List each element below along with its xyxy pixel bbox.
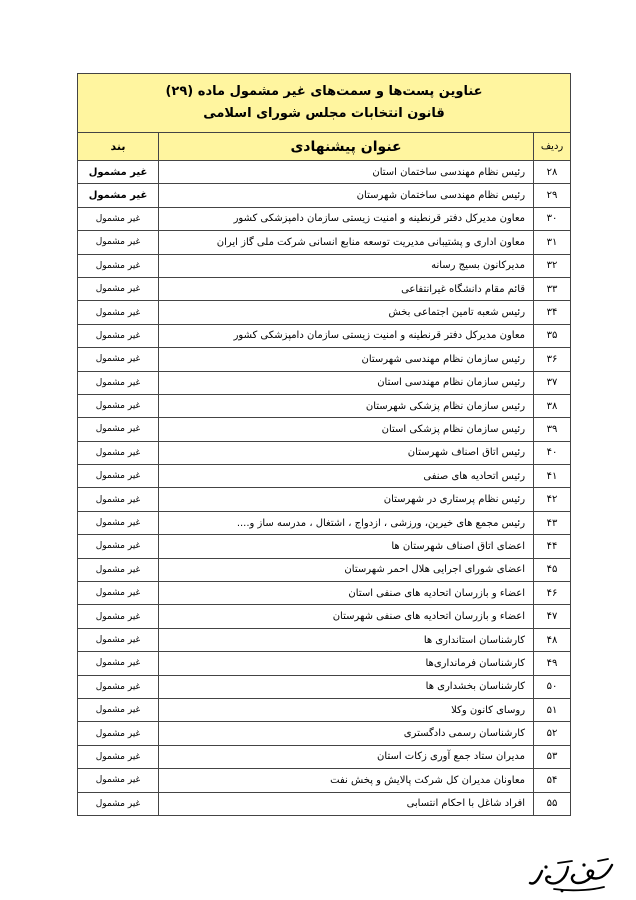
- row-title: رئیس سازمان نظام پزشکی شهرستان: [159, 394, 534, 417]
- row-number: ۵۲: [534, 722, 571, 745]
- table-row: [78, 301, 571, 324]
- row-title: رئیس نظام پرستاری در شهرستان: [159, 488, 534, 511]
- row-title: رئیس سازمان نظام پزشکی استان: [159, 418, 534, 441]
- row-status: غیر مشمول: [78, 394, 159, 417]
- table-row: [78, 582, 571, 605]
- row-status: غیر مشمول: [78, 254, 159, 277]
- row-status: غیر مشمول: [78, 675, 159, 698]
- row-number: ۲۹: [534, 184, 571, 207]
- title-line-1: عناوین پست‌ها و سمت‌های غیر مشمول ماده (۲۹): [165, 84, 483, 99]
- row-title: معاونان مدیران کل شرکت پالایش و پخش نفت: [159, 769, 534, 792]
- row-number: ۴۷: [534, 605, 571, 628]
- row-number: ۵۱: [534, 698, 571, 721]
- row-title: کارشناسان استانداری ها: [159, 628, 534, 651]
- row-number: ۴۱: [534, 465, 571, 488]
- row-number: ۵۵: [534, 792, 571, 815]
- table-row: [78, 277, 571, 300]
- row-number: ۴۸: [534, 628, 571, 651]
- row-status: غیر مشمول: [78, 231, 159, 254]
- table-row: [78, 441, 571, 464]
- table-row: [78, 558, 571, 581]
- table-row: [78, 371, 571, 394]
- row-status: غیر مشمول: [78, 348, 159, 371]
- row-number: ۳۵: [534, 324, 571, 347]
- row-status: غیر مشمول: [78, 301, 159, 324]
- table-row: [78, 254, 571, 277]
- row-title: کارشناسان فرمانداری‌ها: [159, 652, 534, 675]
- row-status: غیر مشمول: [78, 324, 159, 347]
- row-status: غیر مشمول: [78, 511, 159, 534]
- row-status: غیر مشمول: [78, 722, 159, 745]
- row-number: ۲۸: [534, 161, 571, 184]
- row-number: ۴۴: [534, 535, 571, 558]
- column-header-title: عنوان پیشنهادی: [159, 133, 534, 161]
- row-number: ۳۱: [534, 231, 571, 254]
- row-title: رئیس نظام مهندسی ساختمان استان: [159, 161, 534, 184]
- row-number: ۳۶: [534, 348, 571, 371]
- row-status: غیر مشمول: [78, 535, 159, 558]
- row-status: غیر مشمول: [78, 488, 159, 511]
- column-header-band: بند: [78, 133, 159, 161]
- row-status: غیر مشمول: [78, 792, 159, 815]
- row-number: ۵۳: [534, 745, 571, 768]
- row-title: کارشناسان بخشداری ها: [159, 675, 534, 698]
- row-title: اعضاء و بازرسان اتحادیه های صنفی شهرستان: [159, 605, 534, 628]
- table-row: [78, 207, 571, 230]
- table-row: [78, 324, 571, 347]
- row-status: غیر مشمول: [78, 441, 159, 464]
- table-row: [78, 535, 571, 558]
- table-row: [78, 231, 571, 254]
- row-status: غیر مشمول: [78, 605, 159, 628]
- row-title: افراد شاغل با احکام انتسابی: [159, 792, 534, 815]
- row-title: مدیران ستاد جمع آوری زکات استان: [159, 745, 534, 768]
- table-row: [78, 511, 571, 534]
- table-body: [78, 161, 571, 816]
- table-row: [78, 184, 571, 207]
- row-number: ۴۰: [534, 441, 571, 464]
- row-title: رئیس نظام مهندسی ساختمان شهرستان: [159, 184, 534, 207]
- table-row: [78, 745, 571, 768]
- row-status: غیر مشمول: [78, 277, 159, 300]
- table-row: [78, 698, 571, 721]
- table-row: [78, 722, 571, 745]
- table-row: [78, 465, 571, 488]
- table-row: [78, 769, 571, 792]
- table-title: [78, 74, 571, 133]
- row-number: ۳۹: [534, 418, 571, 441]
- row-title: رئیس مجمع های خیرین، ورزشی ، ازدواج ، اشتغال ، مدرسه ساز و....: [159, 511, 534, 534]
- row-title: رئیس اتحادیه های صنفی: [159, 465, 534, 488]
- row-title: رئیس سازمان نظام مهندسی استان: [159, 371, 534, 394]
- row-status: غیر مشمول: [78, 465, 159, 488]
- row-title: کارشناسان رسمی دادگستری: [159, 722, 534, 745]
- row-title: معاون اداری و پشتیبانی مدیریت توسعه منابع انسانی شرکت ملی گاز ایران: [159, 231, 534, 254]
- row-title: اعضای اتاق اصناف شهرستان ها: [159, 535, 534, 558]
- row-status: غیر مشمول: [78, 418, 159, 441]
- row-status: غیر مشمول: [78, 769, 159, 792]
- table-row: [78, 488, 571, 511]
- row-number: ۵۴: [534, 769, 571, 792]
- row-number: ۳۲: [534, 254, 571, 277]
- row-number: ۵۰: [534, 675, 571, 698]
- row-number: ۴۹: [534, 652, 571, 675]
- row-number: ۳۸: [534, 394, 571, 417]
- table-row: [78, 605, 571, 628]
- signature-logo: [528, 855, 618, 895]
- row-number: ۳۴: [534, 301, 571, 324]
- row-number: ۴۵: [534, 558, 571, 581]
- table-row: [78, 652, 571, 675]
- row-status: غیر مشمول: [78, 161, 159, 184]
- table-row: [78, 161, 571, 184]
- row-number: ۴۳: [534, 511, 571, 534]
- table-row: [78, 675, 571, 698]
- row-status: غیر مشمول: [78, 558, 159, 581]
- row-number: ۳۰: [534, 207, 571, 230]
- table-row: [78, 628, 571, 651]
- row-title: رئیس سازمان نظام مهندسی شهرستان: [159, 348, 534, 371]
- table-row: [78, 394, 571, 417]
- row-title: مدیرکانون بسیج رسانه: [159, 254, 534, 277]
- row-status: غیر مشمول: [78, 582, 159, 605]
- table-row: [78, 348, 571, 371]
- row-status: غیر مشمول: [78, 184, 159, 207]
- row-status: غیر مشمول: [78, 207, 159, 230]
- row-title: اعضای شورای اجرایی هلال احمر شهرستان: [159, 558, 534, 581]
- table-row: [78, 792, 571, 815]
- column-header-radif: ردیف: [534, 133, 571, 161]
- row-title: معاون مدیرکل دفتر قرنطینه و امنیت زیستی سازمان دامپزشکی کشور: [159, 207, 534, 230]
- row-status: غیر مشمول: [78, 371, 159, 394]
- row-number: ۴۶: [534, 582, 571, 605]
- row-number: ۳۳: [534, 277, 571, 300]
- title-line-2: قانون انتخابات مجلس شورای اسلامی: [203, 106, 445, 121]
- row-status: غیر مشمول: [78, 698, 159, 721]
- row-status: غیر مشمول: [78, 652, 159, 675]
- row-title: قائم مقام دانشگاه غیرانتفاعی: [159, 277, 534, 300]
- row-title: معاون مدیرکل دفتر قرنطینه و امنیت زیستی سازمان دامپزشکی کشور: [159, 324, 534, 347]
- posts-table: [77, 73, 571, 816]
- row-title: اعضاء و بازرسان اتحادیه های صنفی استان: [159, 582, 534, 605]
- row-title: رئیس شعبه تامین اجتماعی بخش: [159, 301, 534, 324]
- row-number: ۳۷: [534, 371, 571, 394]
- row-title: روسای کانون وکلا: [159, 698, 534, 721]
- row-status: غیر مشمول: [78, 745, 159, 768]
- row-number: ۴۲: [534, 488, 571, 511]
- table-row: [78, 418, 571, 441]
- row-title: رئیس اتاق اصناف شهرستان: [159, 441, 534, 464]
- row-status: غیر مشمول: [78, 628, 159, 651]
